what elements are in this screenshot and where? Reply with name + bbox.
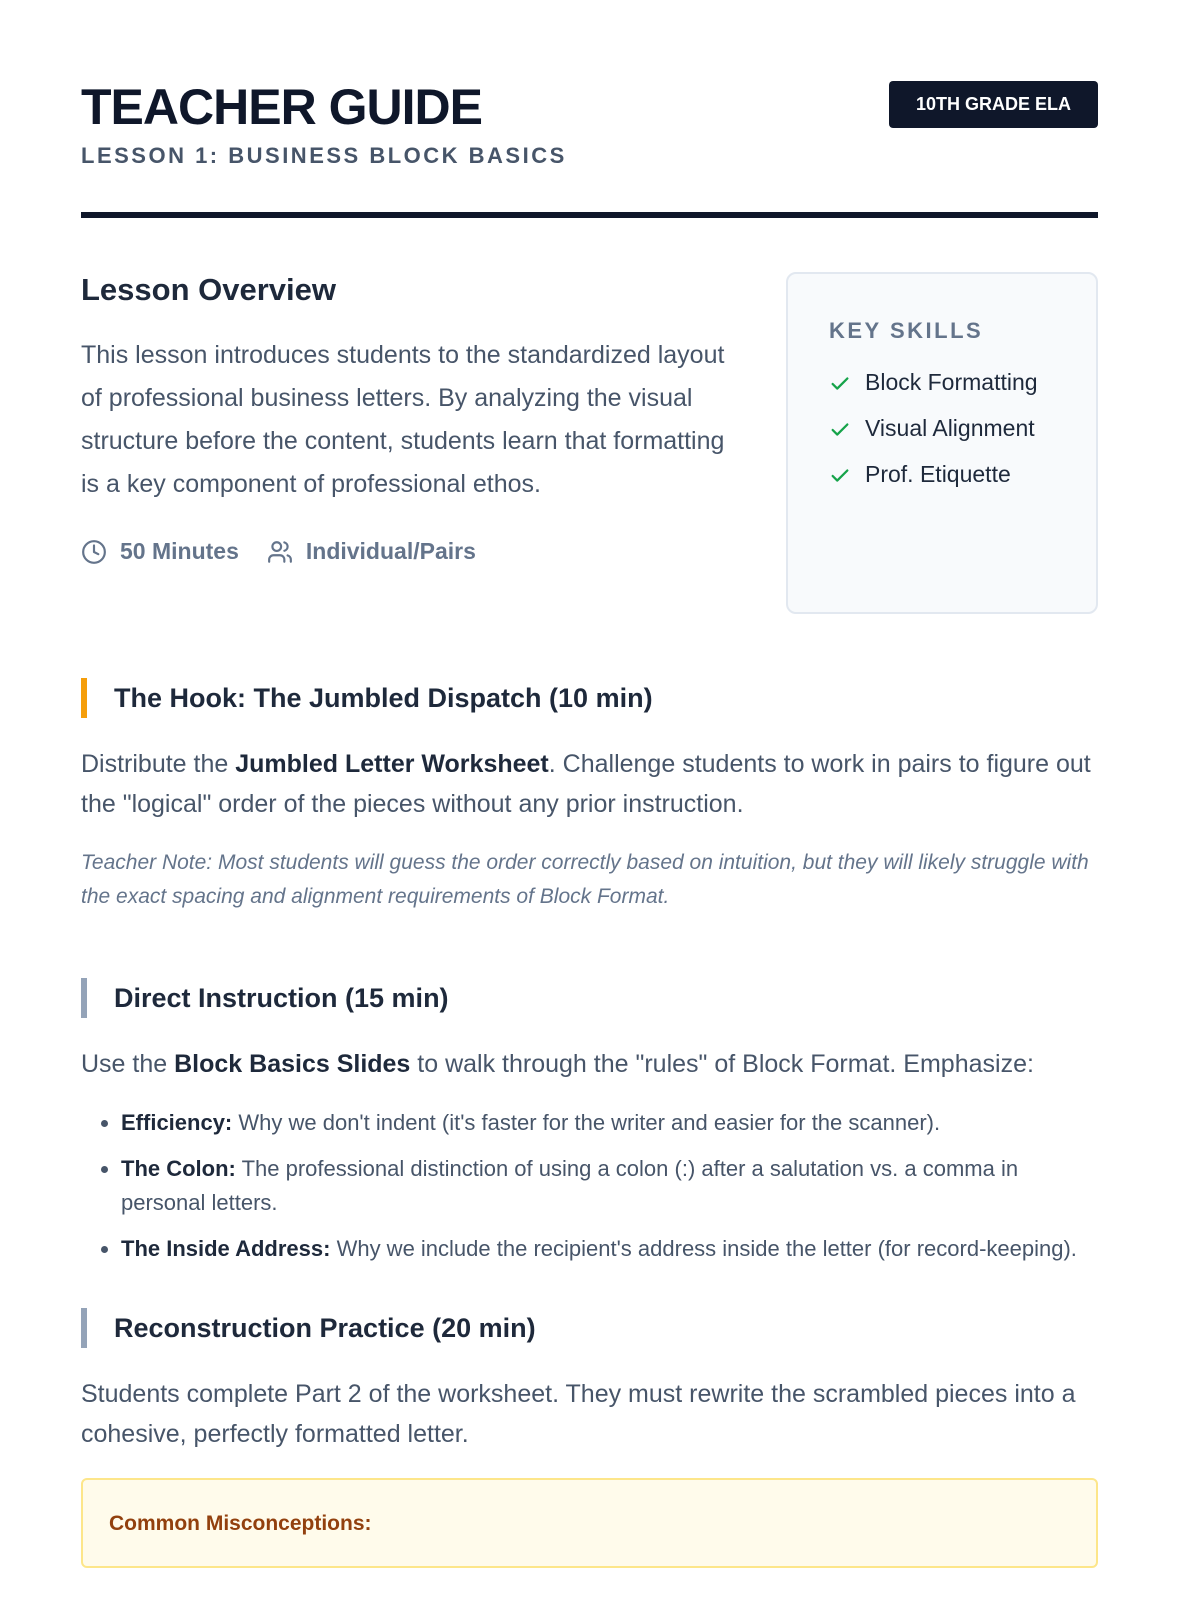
check-icon [829,373,851,395]
list-item [121,1232,1098,1266]
bullet-label: The Inside Address: [121,1236,331,1261]
clock-icon [81,539,107,565]
duration-meta [81,538,239,565]
key-skills-title: KEY SKILLS [829,318,984,343]
direct-text-bold: Block Basics Slides [174,1050,411,1078]
direct-text-after: to walk through the "rules" of Block Format. Emphasize: [410,1050,1034,1078]
direct-accent-bar [81,978,87,1018]
list-item [121,1152,1098,1220]
grouping-meta [267,538,476,565]
hook-text-after: . Challenge students to work in pairs to figure out the "logical" order of the pieces without any prior instruction. [81,750,1091,818]
lesson-meta [81,538,741,565]
bullet-text: Why we don't indent (it's faster for the writer and easier for the scanner). [232,1110,941,1135]
key-skill-item [829,458,1068,491]
lesson-overview [81,272,1098,614]
hook-accent-bar [81,678,87,718]
key-skill-label: Visual Alignment [865,415,1035,441]
hook-section-text [81,744,1098,824]
direct-text-before: Use the [81,1050,175,1078]
duration-text: 50 Minutes [120,538,239,564]
direct-section-title: Direct Instruction (15 min) [114,982,449,1013]
misconceptions-title: Common Misconceptions: [109,1512,372,1535]
emphasis-list [81,1106,1098,1266]
check-icon [829,419,851,441]
hook-text-bold: Jumbled Letter Worksheet [235,750,549,778]
key-skill-label: Prof. Etiquette [865,461,1011,487]
practice-section-text: Students complete Part 2 of the worksheet. They must rewrite the scrambled pieces into a cohesive, perfectly formatted letter. [81,1380,1076,1448]
lesson-subtitle: LESSON 1: BUSINESS BLOCK BASICS [81,143,567,168]
bullet-text: Why we include the recipient's address inside the letter (for record-keeping). [330,1236,1077,1261]
practice-section-title: Reconstruction Practice (20 min) [114,1312,536,1343]
practice-section-header [81,1308,1098,1348]
grouping-text: Individual/Pairs [305,538,476,564]
key-skills-card [786,272,1098,614]
bullet-label: Efficiency: [121,1110,233,1135]
hook-section-header [81,678,1098,718]
header [81,80,1098,169]
key-skill-item [829,366,1068,399]
grade-badge: 10TH GRADE ELA [889,81,1098,128]
header-divider [81,212,1098,218]
overview-main [81,272,741,614]
title-block [81,80,567,169]
direct-section-text [81,1044,1098,1084]
direct-section-header [81,978,1098,1018]
list-item [121,1106,1098,1140]
bullet-label: The Colon: [121,1156,236,1181]
bullet-text: The professional distinction of using a colon (:) after a salutation vs. a comma in personal letters. [121,1156,1019,1215]
overview-text: This lesson introduces students to the standardized layout of professional business letters. By analyzing the visual structure before the content, students learn that formatting is a key component of professional ethos. [81,341,725,498]
check-icon [829,465,851,487]
teacher-note: Teacher Note: Most students will guess the order correctly based on intuition, but they will likely struggle with the exact spacing and alignment requirements of Block Format. [81,851,1089,908]
page-title: TEACHER GUIDE [81,79,482,135]
hook-text-before: Distribute the [81,750,236,778]
misconceptions-callout [81,1478,1098,1568]
key-skills-list [829,366,1068,491]
overview-title: Lesson Overview [81,272,337,307]
users-icon [267,539,293,565]
key-skill-label: Block Formatting [865,369,1038,395]
key-skill-item [829,412,1068,445]
hook-section-title: The Hook: The Jumbled Dispatch (10 min) [114,682,653,713]
practice-accent-bar [81,1308,87,1348]
